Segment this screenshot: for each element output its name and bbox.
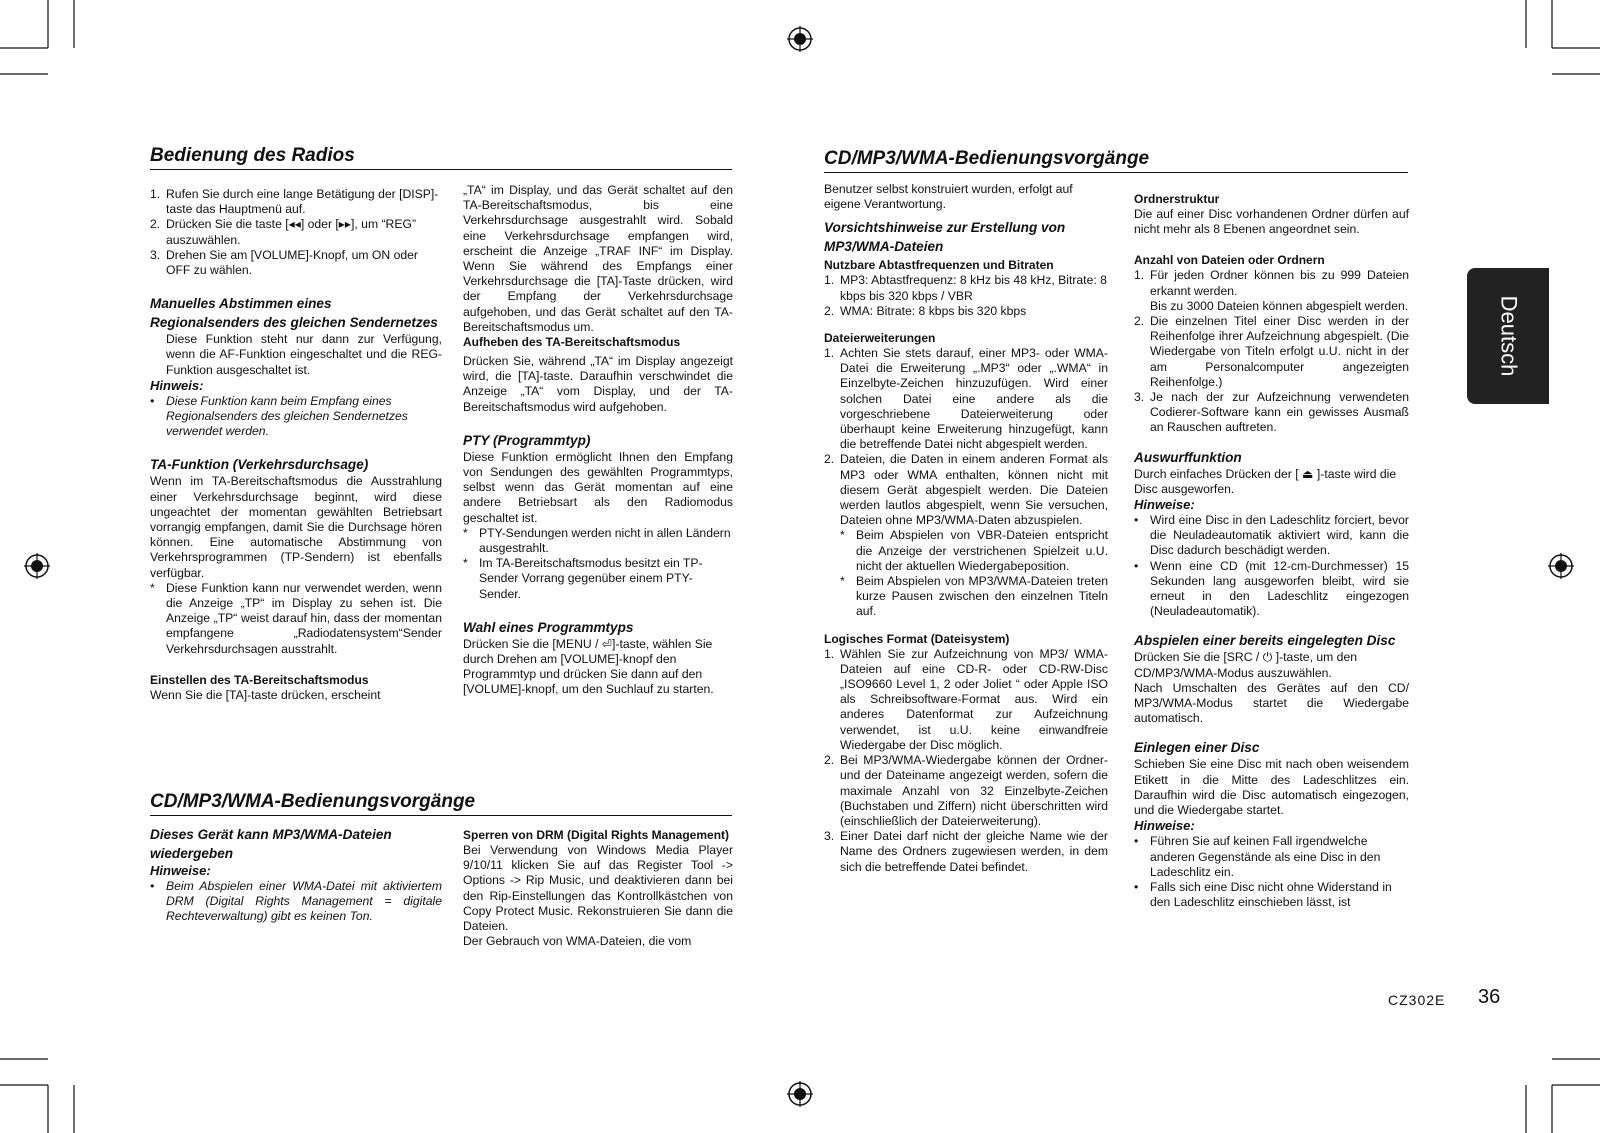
label-folder-structure: Ordnerstruktur	[1134, 192, 1220, 206]
column-3	[824, 182, 1108, 875]
label-extensions: Dateierweiterungen	[824, 331, 936, 346]
list-item: • Führen Sie auf keinen Fall irgendwelche anderen Gegenstände als eine Disc in den Ladeschlitz ein.	[1134, 834, 1381, 879]
section-title-radio: Bedienung des Radios	[150, 144, 732, 170]
label-ta-standby: Einstellen des TA-Bereitschaftsmodus	[150, 672, 369, 687]
list-item: 1. Wählen Sie zur Aufzeichnung von MP3/ WMA-Dateien auf eine CD-R- oder CD-RW-Disc „ISO9660 Level 1, 2 oder Joliet “ oder Apple ISO als Schreibsoftware-Format aus. Wird ein anderes Datenformat zur Aufzeichnung verwendet, ist u.U. keine einwandfreie Wiedergabe der Disc möglich.	[824, 646, 1108, 752]
list-item: 1. Für jeden Ordner können bis zu 999 Dateien erkannt werden. Bis zu 3000 Dateien können abgespielt werden.	[1134, 268, 1409, 313]
radio-steps	[150, 187, 442, 278]
list-item: 2. Dateien, die Daten in einem anderen Format als MP3 oder WMA enthalten, können nicht mit diesem Gerät abgespielt werden. Die Dateien werden lautlos abgespielt, wenn Sie versuchen, Dateien ohne MP3/WMA-Daten abzuspielen.	[824, 452, 1108, 528]
paragraph: Drücken Sie, während „TA“ im Display angezeigt wird, die [TA]-taste. Daraufhin verschwindet die Anzeige „TA“ vom Display, und der TA-Bereitschaftsmodus wird aufgehoben.	[463, 354, 733, 414]
ta-note-list	[150, 581, 442, 657]
paragraph: Diese Funktion steht nur dann zur Verfügung, wenn die AF-Funktion eingeschaltet und die REG-Funktion ausgeschaltet ist.	[166, 332, 442, 377]
paragraph: Die auf einer Disc vorhandenen Ordner dürfen auf nicht mehr als 8 Ebenen angeordnet sein.	[1134, 207, 1409, 237]
extension-list	[824, 346, 1108, 528]
page-number: 36	[1478, 986, 1501, 1008]
heading-manual-tuning: Manuelles Abstimmen eines Regionalsenders des gleichen Sendernetzes	[150, 296, 438, 331]
list-item: • Diese Funktion kann beim Empfang eines Regionalsenders des gleichen Sendernetzes verwendet werden.	[150, 393, 408, 439]
list-item: * Beim Abspielen von VBR-Dateien entspricht die Anzeige der verstrichenen Spielzeit u.U. nicht der aktuellen Wiedergabeposition.	[840, 528, 1108, 573]
list-item: 1. Rufen Sie durch eine lange Betätigung der [DISP]-taste das Hauptmenü auf.	[150, 187, 439, 217]
hinweise-list	[150, 879, 442, 925]
label-drm: Sperren von DRM (Digital Rights Management)	[463, 828, 730, 842]
heading-pty: PTY (Programmtyp)	[463, 432, 591, 448]
list-item: * Beim Abspielen von MP3/WMA-Dateien treten kurze Pausen zwischen den einzelnen Titeln auf.	[840, 574, 1108, 619]
model-number: CZ302E	[1388, 992, 1446, 1008]
heading-eject: Auswurffunktion	[1134, 449, 1242, 465]
list-item: 2. Drücken Sie die taste [◂◂] oder [▸▸], um “REG” auszuwählen.	[150, 217, 417, 247]
heading-mp3-wma: Dieses Gerät kann MP3/WMA-Dateien wiedergeben	[150, 827, 392, 861]
heading-insert-disc: Einlegen einer Disc	[1134, 740, 1260, 756]
language-tab: Deutsch	[1467, 268, 1549, 404]
list-item: • Falls sich eine Disc nicht ohne Widerstand in den Ladeschlitz einschieben lässt, ist	[1134, 879, 1392, 910]
paragraph: Drücken Sie die [MENU / ⏎]-taste, wählen Sie durch Drehen am [VOLUME]-knopf den Programmtyp und drücken Sie dann auf den [VOLUME]-knopf, um den Suchlauf zu starten.	[463, 636, 714, 697]
label-file-count: Anzahl von Dateien oder Ordnern	[1134, 253, 1325, 268]
paragraph: Nach Umschalten des Gerätes auf den CD/ MP3/WMA-Modus startet die Wiedergabe automatisch.	[1134, 680, 1409, 726]
hinweis-list	[150, 394, 442, 440]
registration-mark-left	[24, 553, 50, 579]
paragraph: Drücken Sie die [SRC / ⏻ ]-taste, um den CD/MP3/WMA-Modus auszuwählen.	[1134, 650, 1358, 680]
insert-notes	[1134, 834, 1409, 910]
label-ta-cancel: Aufheben des TA-Bereitschaftsmodus	[463, 335, 681, 350]
hinweis-label: Hinweis:	[150, 377, 204, 393]
column-2	[463, 183, 733, 698]
heading-ta-function: TA-Funktion (Verkehrsdurchsage)	[150, 457, 369, 473]
list-item: 1. Achten Sie stets darauf, einer MP3- oder WMA-Datei die Erweiterung „.MP3“ oder „.WMA“ in Einzelbyte-Zeichen hinzuzufügen. Wird einer solchen Datei eine andere als die vorgeschriebene Dateierweiterung oder überhaupt keine Erweiterung hinzugefügt, kann die betreffende Datei nicht abgespielt werden.	[824, 346, 1108, 452]
heading-precautions: Vorsichtshinweise zur Erstellung von MP3/WMA-Dateien	[824, 220, 1066, 255]
heading-play-loaded: Abspielen einer bereits eingelegten Disc	[1134, 633, 1396, 649]
hinweise-label: Hinweise:	[1134, 818, 1195, 834]
paragraph: Der Gebrauch von WMA-Dateien, die vom	[463, 934, 692, 949]
section-title-cd-left: CD/MP3/WMA-Bedienungsvorgänge	[150, 790, 732, 816]
list-item: 1. MP3: Abtastfrequenz: 8 kHz bis 48 kHz, Bitrate: 8 kbps bis 320 kbps / VBR	[824, 273, 1107, 303]
list-item: 2. Bei MP3/WMA-Wiedergabe können der Ordner- und der Dateiname angezeigt werden, sofern die maximale Anzahl von 32 Einzelbyte-Zeichen (Buchstaben und Ziffern) nicht überschritten wird (einschließlich der Dateierweiterung).	[824, 753, 1108, 828]
column-1-bottom	[150, 825, 442, 925]
column-1	[150, 187, 442, 703]
list-item: • Beim Abspielen einer WMA-Datei mit aktiviertem DRM (Digital Rights Management = digitale Rechteverwaltung) gibt es keinen Ton.	[150, 879, 442, 924]
column-4	[1134, 192, 1409, 910]
registration-mark-bottom	[787, 1081, 813, 1107]
pty-notes	[463, 526, 733, 602]
list-item: 2. WMA: Bitrate: 8 kbps bis 320 kbps	[824, 303, 1027, 318]
paragraph: Bei Verwendung von Windows Media Player 9/10/11 klicken Sie auf das Register Tool -> Options -> Rip Music, und deaktivieren dann bei den Rip-Einstellungen das Kontrollkästchen von Copy Protect Music. Rekonstruieren Sie dann die Dateien.	[463, 843, 733, 934]
section-title-cd-right: CD/MP3/WMA-Bedienungsvorgänge	[824, 147, 1408, 173]
list-item: 2. Die einzelnen Titel einer Disc werden in der Reihenfolge ihrer Aufzeichnung abgespielt. (Die Wiedergabe von Titeln erfolgt u.U. nicht in der am Personalcomputer angezeigten Reihenfolge.)	[1134, 314, 1409, 389]
column-2-bottom	[463, 828, 733, 949]
eject-notes	[1134, 513, 1409, 619]
paragraph: Diese Funktion ermöglicht Ihnen den Empfang von Sendungen des gewählten Programmtyps, selbst wenn das Gerät momentan auf eine andere Betriebsart als den Radiomodus geschaltet ist.	[463, 449, 733, 525]
hinweise-label: Hinweise:	[150, 863, 211, 878]
list-item: * PTY-Sendungen werden nicht in allen Ländern ausgestrahlt.	[463, 525, 731, 556]
paragraph: Durch einfaches Drücken der [ ⏏ ]-taste wird die Disc ausgeworfen.	[1134, 466, 1397, 496]
list-item: * Im TA-Bereitschaftsmodus besitzt ein TP-Sender Vorrang gegenüber einem PTY-Sender.	[463, 556, 703, 601]
file-count-list	[1134, 268, 1409, 435]
logical-format-list	[824, 647, 1108, 875]
heading-program-type: Wahl eines Programmtyps	[463, 619, 634, 635]
paragraph: Benutzer selbst konstruiert wurden, erfolgt auf eigene Verantwortung.	[824, 182, 1073, 212]
paragraph: Schieben Sie eine Disc mit nach oben weisendem Etikett in die Mitte des Ladeschlitzes ein. Daraufhin wird die Disc automatisch eingezogen, und die Wiedergabe startet.	[1134, 757, 1409, 818]
list-item: • Wird eine Disc in den Ladeschlitz forciert, bevor die Neuladeautomatik aktiviert wird, kann die Disc dadurch beschädigt werden.	[1134, 513, 1409, 558]
list-item: 3. Je nach der zur Aufzeichnung verwendeten Codierer-Software kann ein gewisses Ausmaß an Rauschen auftreten.	[1134, 390, 1409, 435]
label-sampling: Nutzbare Abtastfrequenzen und Bitraten	[824, 258, 1054, 273]
extension-notes	[824, 528, 1108, 619]
registration-mark-top	[787, 26, 813, 52]
registration-mark-right	[1548, 553, 1574, 579]
sampling-list	[824, 273, 1108, 319]
list-item: 3. Einer Datei darf nicht der gleiche Name wie der Name des Ordners zugewiesen werden, in dem sich die betreffende Datei befindet.	[824, 829, 1108, 874]
paragraph: Wenn im TA-Bereitschaftsmodus die Ausstrahlung einer Verkehrsdurchsage beginnt, wird diese ungeachtet der momentan gewählten Betriebsart vorrangig empfangen, damit Sie die Durchsage hören können. Eine automatische Abstimmung von Verkehrsprogrammen (TP-Sendern) ist ebenfalls verfügbar.	[150, 474, 442, 580]
list-item: 3. Drehen Sie am [VOLUME]-Knopf, um ON oder OFF zu wählen.	[150, 247, 418, 278]
label-logical-format: Logisches Format (Dateisystem)	[824, 631, 1010, 646]
hinweise-label: Hinweise:	[1134, 497, 1195, 513]
list-item: • Wenn eine CD (mit 12-cm-Durchmesser) 15 Sekunden lang ausgeworfen bleibt, wird sie erneut in den Ladeschlitz eingezogen (Neuladeautomatik).	[1134, 558, 1409, 619]
paragraph: „TA“ im Display, und das Gerät schaltet auf den TA-Bereitschaftsmodus, bis eine Verkehrsdurchsage ausgestrahlt wird. Sobald eine Verkehrsdurchsage empfangen wird, erscheint die Anzeige „TRAF INF“ im Display. Wenn Sie während des Empfangs einer Verkehrsdurchsage die [TA]-Taste drücken, wird der Empfang der Verkehrsdurchsage aufgehoben, und das Gerät schaltet auf den TA-Bereitschaftsmodus um.	[463, 183, 733, 334]
paragraph: Wenn Sie die [TA]-taste drücken, erscheint	[150, 687, 381, 702]
list-item: * Diese Funktion kann nur verwendet werden, wenn die Anzeige „TP“ im Display zu sehen ist. Die Anzeige „TP“ weist darauf hin, dass der momentan empfangene „Radiodatensystem“Sender Verkehrsdurchsagen ausstrahlt.	[150, 580, 442, 656]
